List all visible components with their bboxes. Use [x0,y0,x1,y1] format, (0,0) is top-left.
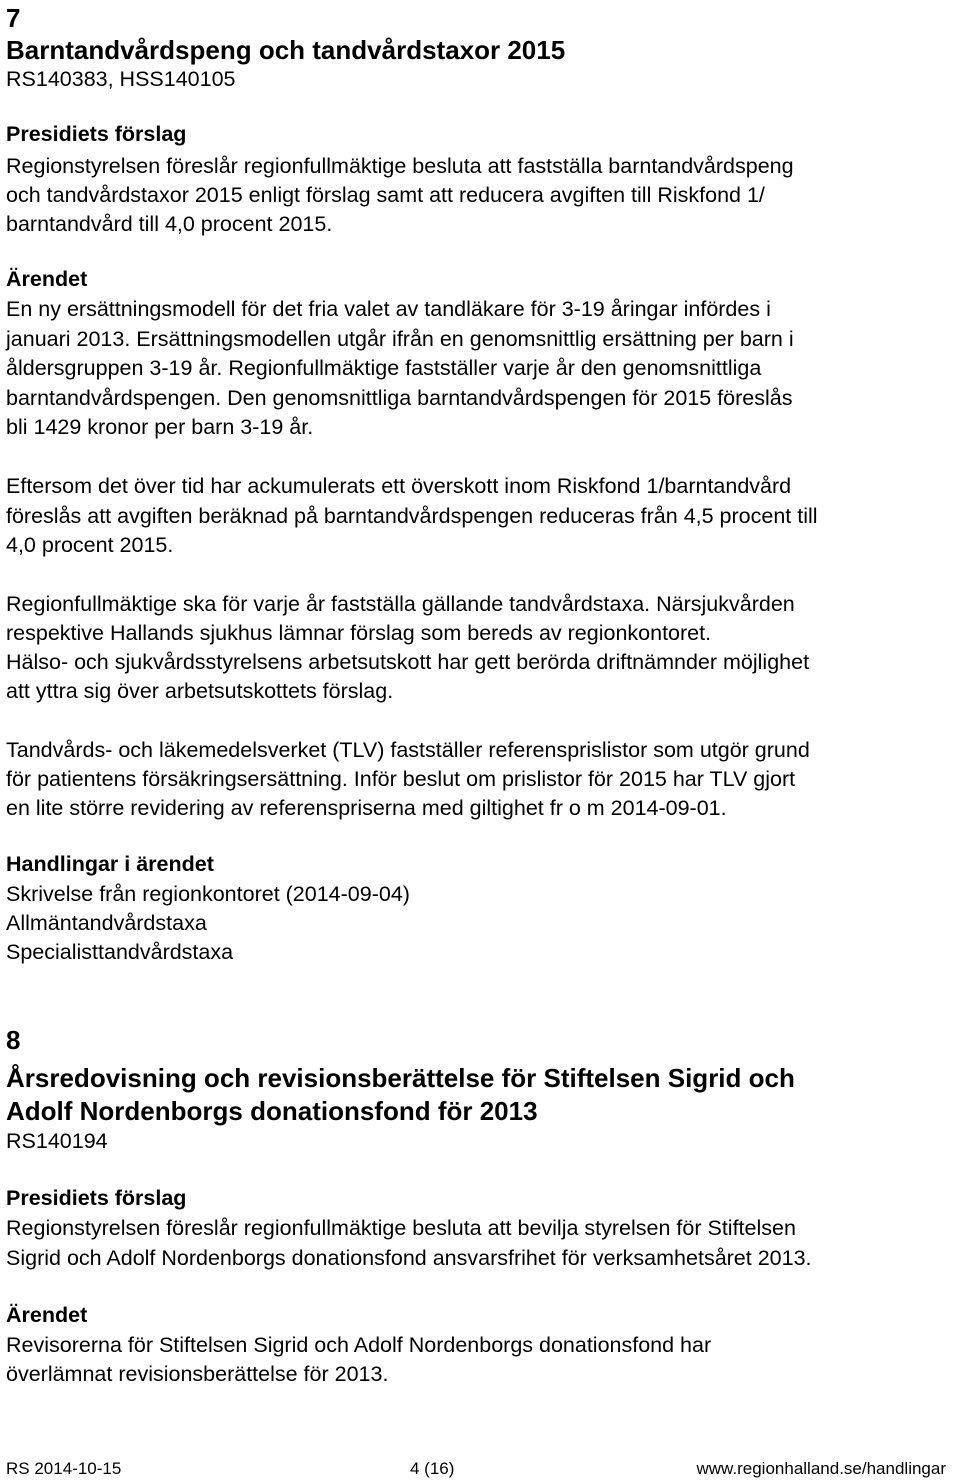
paragraph-line: respektive Hallands sjukhus lämnar förslag som bereds av regionkontoret. [6,621,712,645]
item-reference: RS140383, HSS140105 [6,67,236,91]
paragraph-line: Revisorerna för Stiftelsen Sigrid och Adolf Nordenborgs donationsfond har [6,1333,712,1357]
paragraph-line: Regionstyrelsen föreslår regionfullmäktige besluta att fastställa barntandvårdspeng [6,154,794,178]
document-list-item: Specialisttandvårdstaxa [6,940,234,964]
paragraph-line: för patientens försäkringsersättning. Inför beslut om prislistor för 2015 har TLV gjort [6,767,796,791]
document-list-item: Skrivelse från regionkontoret (2014-09-04) [6,882,410,906]
paragraph-line: och tandvårdstaxor 2015 enligt förslag samt att reducera avgiften till Riskfond 1/ [6,183,765,207]
footer-doc-id: RS 2014-10-15 [6,1459,122,1478]
paragraph-line: Sigrid och Adolf Nordenborgs donationsfond ansvarsfrihet för verksamhetsåret 2013. [6,1246,812,1270]
item-number: 7 [6,3,21,33]
section-heading-documents: Handlingar i ärendet [6,852,214,876]
paragraph-line: barntandvårdspengen. Den genomsnittliga barntandvårdspengen för 2015 föreslås [6,386,793,410]
section-heading-matter: Ärendet [6,267,88,291]
document-list-item: Allmäntandvårdstaxa [6,911,207,935]
paragraph-line: Tandvårds- och läkemedelsverket (TLV) fastställer referensprislistor som utgör grund [6,738,810,762]
paragraph-line: januari 2013. Ersättningsmodellen utgår ifrån en genomsnittlig ersättning per barn i [6,327,794,351]
item-title-line: Adolf Nordenborgs donationsfond för 2013 [6,1096,538,1126]
item-number: 8 [6,1025,21,1055]
paragraph-line: Eftersom det över tid har ackumulerats ett överskott inom Riskfond 1/barntandvård [6,474,792,498]
paragraph-line: att yttra sig över arbetsutskottets förslag. [6,679,394,703]
item-title: Barntandvårdspeng och tandvårdstaxor 2015 [6,35,566,65]
paragraph-line: barntandvård till 4,0 procent 2015. [6,212,333,236]
paragraph-line: överlämnat revisionsberättelse för 2013. [6,1362,389,1386]
paragraph-line: En ny ersättningsmodell för det fria valet av tandläkare för 3-19 åringar infördes i [6,297,771,321]
paragraph-line: Regionfullmäktige ska för varje år fastställa gällande tandvårdstaxa. Närsjukvården [6,592,795,616]
section-heading-presidium: Presidiets förslag [6,1186,187,1210]
footer-page-number: 4 (16) [410,1459,455,1478]
section-heading-matter: Ärendet [6,1303,88,1327]
paragraph-line: åldersgruppen 3-19 år. Regionfullmäktige fastställer varje år den genomsnittliga [6,356,762,380]
paragraph-line: Regionstyrelsen föreslår regionfullmäktige besluta att bevilja styrelsen för Stiftelsen [6,1216,796,1240]
item-reference: RS140194 [6,1129,108,1153]
footer-url: www.regionhalland.se/handlingar [696,1459,946,1478]
paragraph-line: bli 1429 kronor per barn 3-19 år. [6,415,314,439]
paragraph-line: Hälso- och sjukvårdsstyrelsens arbetsutskott har gett berörda driftnämnder möjlighet [6,650,810,674]
paragraph-line: en lite större revidering av referenspriserna med giltighet fr o m 2014-09-01. [6,796,727,820]
item-title-line: Årsredovisning och revisionsberättelse för Stiftelsen Sigrid och [6,1063,795,1093]
paragraph-line: föreslås att avgiften beräknad på barntandvårdspengen reduceras från 4,5 procent till [6,504,818,528]
paragraph-line: 4,0 procent 2015. [6,533,174,557]
section-heading-presidium: Presidiets förslag [6,122,187,146]
